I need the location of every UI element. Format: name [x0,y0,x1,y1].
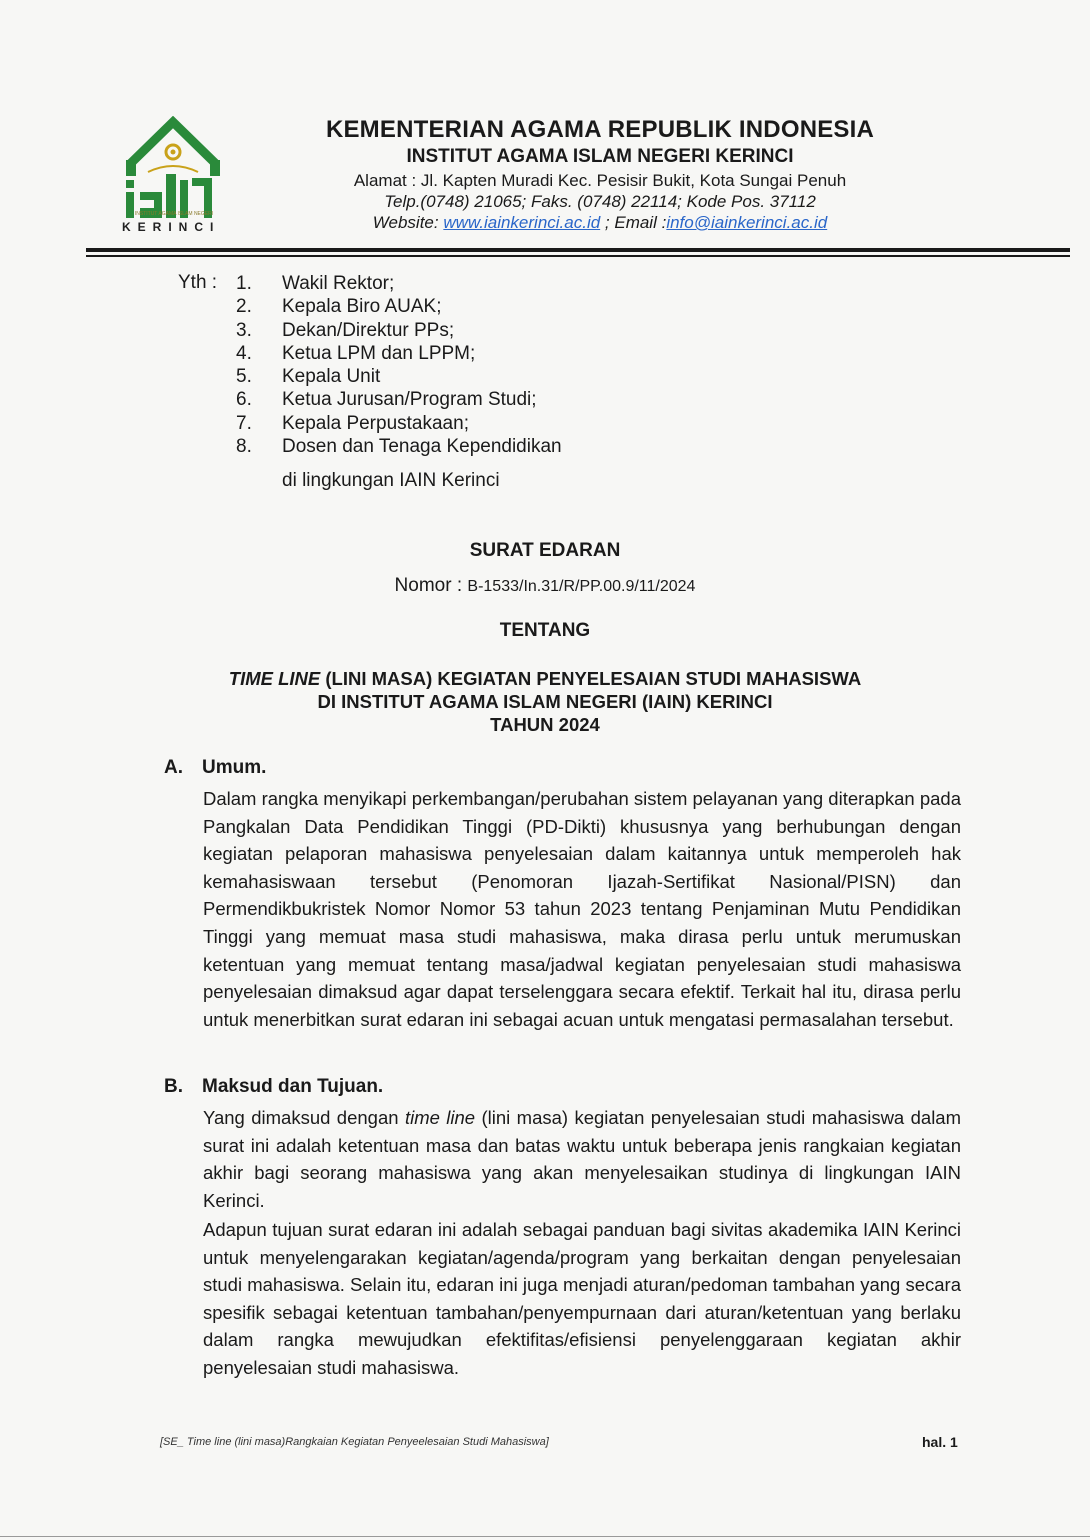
footer-reference: [SE_ Time line (lini masa)Rangkaian Kegiatan Penyeelesaian Studi Mahasiswa] [160,1436,549,1448]
ministry-name: KEMENTERIAN AGAMA REPUBLIK INDONESIA [325,116,875,143]
list-item [236,388,562,411]
subject-line-3: TAHUN 2024 [490,714,600,735]
number-value: B-1533/In.31/R/PP.00.9/11/2024 [467,578,696,595]
letterhead-rule-thin [86,255,1070,257]
item-number: 7. [236,412,252,434]
scan-edge-line [0,1536,1090,1537]
section-title: Maksud dan Tujuan. [202,1076,384,1097]
section-letter: B. [164,1076,183,1097]
list-item [236,272,562,295]
text-run: Yang dimaksud dengan [203,1107,405,1128]
document-title: SURAT EDARAN [469,540,621,561]
phone-line: Telp.(0748) 21065; Faks. (0748) 22114; Kode Pos. 37112 [384,192,816,211]
section-a-body: Dalam rangka menyikapi perkembangan/perubahan sistem pelayanan yang diterapkan pada Pangkalan Data Pendidikan Tinggi (PD-Dikti) khususnya yang berhubungan dengan kegiatan pelaporan mahasiswa penyelesaian dalam kaitannya untuk memperoleh hak kemahasiswaan tersebut (Penomoran Ijazah-Sertifikat Nasional/PISN) dan Permendikbukristek Nomor Nomor 53 tahun 2023 tentang Penjaminan Mutu Pendidikan Tinggi yang memuat masa studi mahasiswa, maka dirasa perlu untuk merumuskan ketentuan yang memuat tentang masa/jadwal kegiatan penyelesaian studi mahasiswa penyelesaian dimaksud agar dapat terselenggara secara efektif. Terkait hal itu, dirasa perlu untuk menerbitkan surat edaran ini sebagai acuan untuk mengatasi permasalahan tersebut. [203,788,961,1030]
item-text: Kepala Perpustakaan; [282,412,469,434]
list-item [236,435,562,458]
item-text: Dosen dan Tenaga Kependidikan [282,436,562,458]
section-title: Umum. [202,757,267,778]
website-label: Website: [372,213,444,232]
subject-italic: TIME LINE [228,668,321,689]
subject-line-2: DI INSTITUT AGAMA ISLAM NEGERI (IAIN) KERINCI [317,691,773,712]
text-run: (lini masa) kegiatan penyelesaian studi mahasiswa dalam surat ini adalah ketentuan masa dan batas waktu untuk beberapa jenis rangkaian kegiatan akhir bagi seorang mahasiswa yang akan menyelesaikan studinya di lingkungan IAIN Kerinci. [203,1107,962,1211]
item-text: Wakil Rektor; [282,273,395,294]
subject-line-1: (LINI MASA) KEGIATAN PENYELESAIAN STUDI MAHASISWA [320,668,862,689]
item-number: 2. [236,296,252,318]
item-number: 8. [236,436,252,458]
logo-small-text: INSTITUT AGAMA ISLAM NEGERI [134,211,214,217]
section-letter: A. [164,757,183,778]
addressee-label: Yth : [178,272,218,293]
contact-line [300,213,900,233]
item-text: Ketua LPM dan LPPM; [282,342,476,364]
item-number: 4. [236,342,252,364]
addressee-list [236,272,562,458]
section-b-heading [164,1076,383,1098]
email-label: ; Email : [600,213,667,232]
item-number: 5. [236,366,252,388]
address-line: Alamat : Jl. Kapten Muradi Kec. Pesisir Bukit, Kota Sungai Penuh [353,171,847,190]
section-b-paragraph-1 [203,1104,961,1214]
item-text: Kepala Biro AUAK; [282,296,442,318]
email-link[interactable]: info@iainkerinci.ac.id [666,213,828,232]
item-number: 6. [236,389,252,411]
item-text: Ketua Jurusan/Program Studi; [282,389,537,411]
document-number [100,575,990,597]
letterhead [300,116,900,233]
subject-heading [100,667,990,736]
logo-caption: KERINCI [122,220,221,234]
list-item [236,365,562,388]
item-number: 3. [236,319,252,341]
item-number: 1. [236,273,252,294]
list-item [236,295,562,318]
section-a-heading [164,757,266,779]
page-number: hal. 1 [922,1434,958,1450]
list-item [236,319,562,342]
number-label: Nomor : [394,575,468,596]
addressee-footer: di lingkungan IAIN Kerinci [282,470,500,491]
italic-term: time line [404,1107,476,1128]
tentang-heading: TENTANG [499,620,591,641]
letterhead-rule-thick [86,248,1070,252]
item-text: Dekan/Direktur PPs; [282,319,455,341]
website-link[interactable]: www.iainkerinci.ac.id [443,213,601,232]
list-item [236,412,562,435]
iain-kerinci-logo [118,116,228,236]
list-item [236,342,562,365]
institution-name: INSTITUT AGAMA ISLAM NEGERI KERINCI [406,146,794,167]
item-text: Kepala Unit [282,366,381,388]
section-b-paragraph-2: Adapun tujuan surat edaran ini adalah sebagai panduan bagi sivitas akademika IAIN Kerinci untuk menyelengarakan kegiatan/agenda/program yang berkaitan dengan penyelesaian studi mahasiswa. Selain itu, edaran ini juga menjadi aturan/pedoman tambahan yang secara spesifik sebagai ketentuan tambahan/penyempurnaan dari aturan/ketentuan yang berlaku dalam rangka mewujudkan efektifitas/efisiensi penyelenggaraan kegiatan akhir penyelesaian studi mahasiswa. [203,1219,961,1378]
